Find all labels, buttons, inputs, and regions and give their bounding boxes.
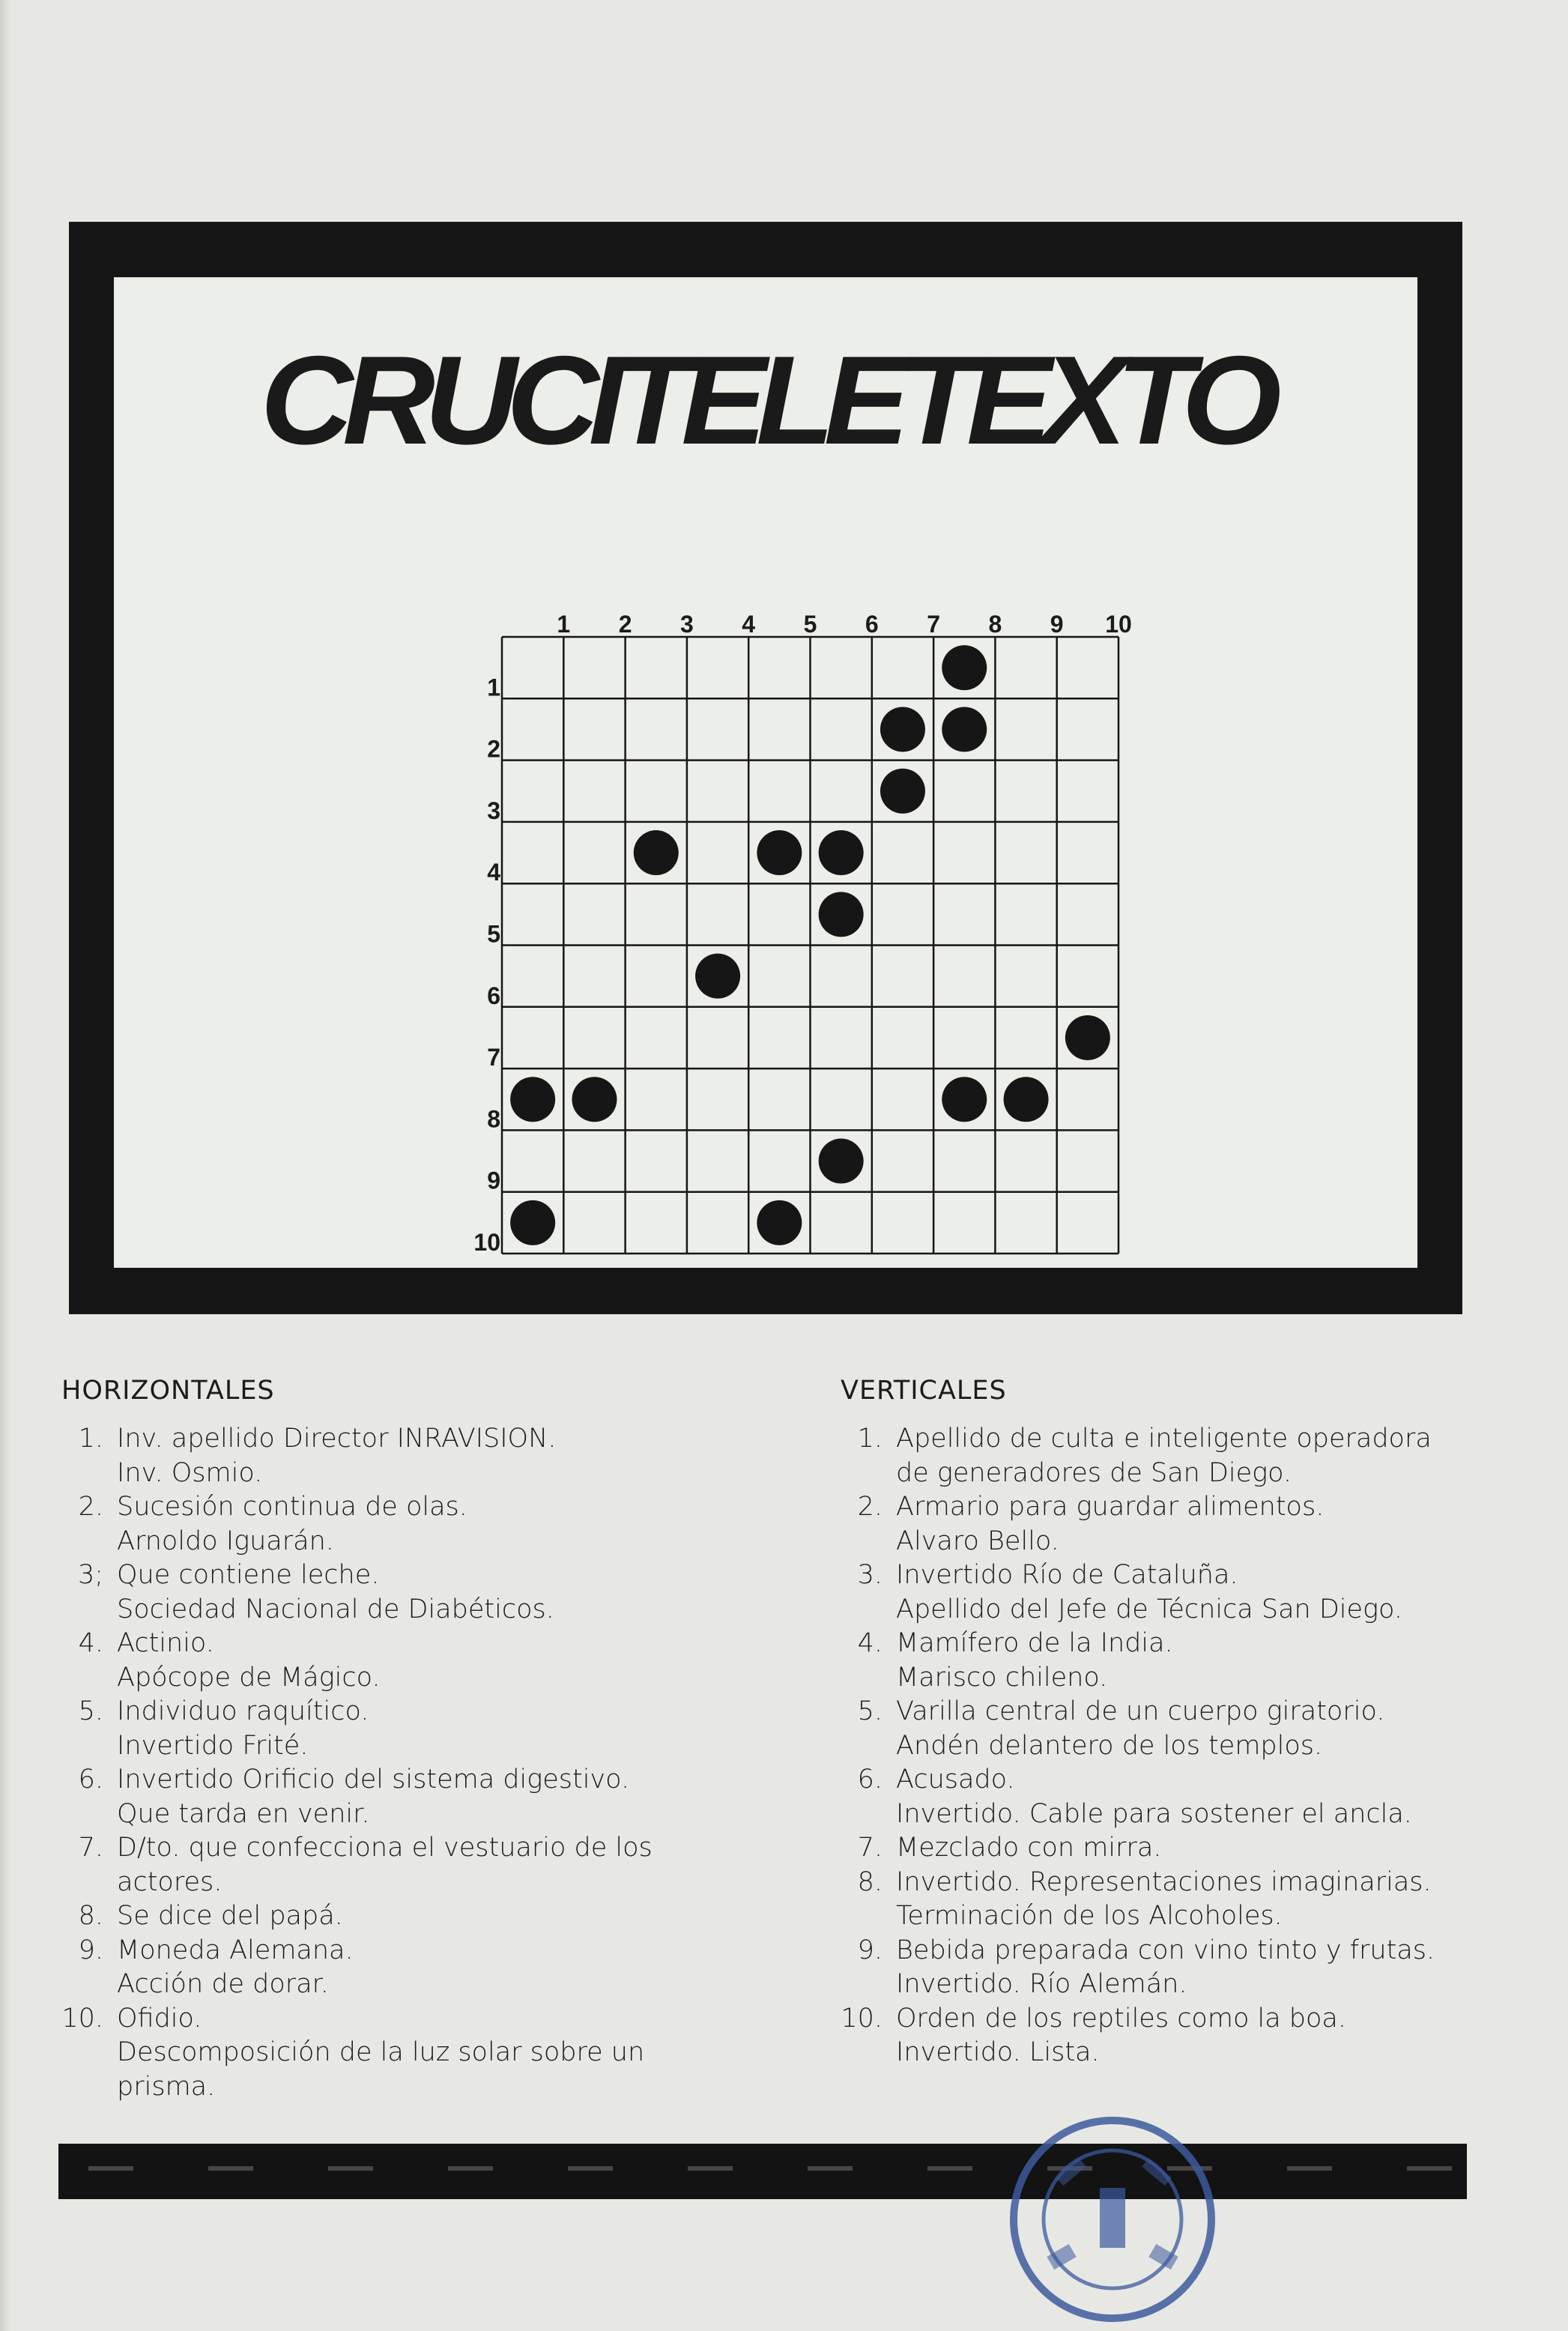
clue-text: Apócope de Mágico.: [117, 1662, 381, 1693]
clue-text: Invertido Frité.: [117, 1730, 309, 1761]
puzzle-panel: [114, 277, 1417, 1268]
column-number-label: 7: [927, 611, 940, 638]
horizontal-clue: [61, 2002, 736, 2105]
blocked-cell-dot: [510, 1077, 555, 1122]
column-number-label: 10: [1105, 611, 1132, 638]
horizontal-clue: [61, 1627, 736, 1695]
row-number-label: 5: [487, 920, 500, 948]
blocked-cell-dot: [1065, 1015, 1110, 1060]
verticales-heading: VERTICALES: [841, 1376, 1007, 1406]
clue-text: Acción de dorar.: [117, 1969, 329, 1999]
clue-number: 2.: [857, 1492, 883, 1522]
verticales-list: [841, 1422, 1530, 2070]
clue-text: Apellido del Jefe de Técnica San Diego.: [896, 1594, 1402, 1624]
blocked-cell-dot: [757, 1200, 802, 1245]
verticales-section: [841, 1376, 1530, 2070]
clue-text: Ofidio.: [117, 2003, 202, 2034]
vertical-clue: [841, 1558, 1530, 1627]
clue-text: Bebida preparada con vino tinto y frutas.: [896, 1935, 1435, 1965]
horizontal-clue: [61, 1422, 736, 1490]
blocked-cell-dot: [1004, 1077, 1049, 1122]
row-number-label: 7: [487, 1044, 500, 1071]
clue-number: 2.: [78, 1492, 103, 1522]
clue-text: Individuo raquítico.: [117, 1696, 369, 1726]
column-number-label: 2: [618, 611, 632, 638]
horizontal-clue: [61, 1558, 736, 1627]
clue-text: Se dice del papá.: [117, 1901, 343, 1931]
blocked-cell-dot: [819, 1139, 864, 1184]
vertical-clue: [841, 1934, 1530, 2002]
row-number-label: 4: [487, 859, 500, 886]
vertical-clue: [841, 1831, 1530, 1866]
clue-text: prisma.: [117, 2071, 216, 2102]
vertical-clue: [841, 1422, 1530, 1490]
clue-text: Sociedad Nacional de Diabéticos.: [117, 1594, 554, 1624]
blocked-cell-dot: [819, 892, 864, 937]
vertical-clue: [841, 1627, 1530, 1695]
clue-text: Actinio.: [117, 1628, 214, 1658]
blocked-cell-dot: [880, 769, 925, 814]
row-number-label: 10: [473, 1229, 500, 1256]
clue-text: Que tarda en venir.: [117, 1798, 370, 1829]
column-number-label: 8: [988, 611, 1002, 638]
bottom-bar: [58, 2144, 1467, 2199]
page-title: CRUCITELETEXTO: [260, 330, 1271, 471]
clue-number: 1.: [857, 1424, 883, 1454]
row-number-label: 8: [487, 1105, 500, 1133]
blocked-cell-dot: [572, 1077, 617, 1122]
column-number-label: 6: [865, 611, 879, 638]
clue-number: 4.: [857, 1628, 883, 1658]
clue-text: Invertido. Lista.: [896, 2037, 1100, 2067]
column-number-label: 5: [803, 611, 817, 638]
row-number-label: 9: [487, 1167, 500, 1194]
column-number-label: 9: [1050, 611, 1064, 638]
column-number-label: 4: [742, 611, 756, 638]
horizontal-clue: [61, 1695, 736, 1763]
clue-number: 5.: [857, 1696, 883, 1726]
clue-text: Inv. Osmio.: [117, 1457, 263, 1488]
blocked-cell-dot: [942, 645, 987, 690]
library-stamp: [1004, 2107, 1221, 2324]
row-number-label: 6: [487, 982, 500, 1009]
clue-text: Inv. apellido Director INRAVISION.: [117, 1424, 557, 1454]
clue-text: Sucesión continua de olas.: [117, 1492, 467, 1522]
vertical-clue: [841, 1763, 1530, 1831]
clue-text: Mamífero de la India.: [896, 1628, 1173, 1658]
clue-number: 7.: [78, 1833, 103, 1863]
horizontal-clue: [61, 1899, 736, 1934]
clue-text: Marisco chileno.: [896, 1662, 1108, 1693]
blocked-cell-dot: [695, 954, 740, 999]
clue-number: 9.: [857, 1935, 883, 1965]
clue-text: Varilla central de un cuerpo giratorio.: [896, 1696, 1385, 1726]
clue-text: Descomposición de la luz solar sobre un: [117, 2037, 645, 2067]
horizontal-clue: [61, 1490, 736, 1558]
clue-number: 6.: [857, 1765, 883, 1795]
clue-text: D/to. que confecciona el vestuario de los: [117, 1833, 653, 1863]
clue-text: Apellido de culta e inteligente operadora: [896, 1424, 1432, 1454]
horizontal-clue: [61, 1934, 736, 2002]
clue-text: Arnoldo Iguarán.: [117, 1526, 334, 1556]
blocked-cell-dot: [510, 1200, 555, 1245]
column-number-label: 3: [680, 611, 694, 638]
clue-text: Terminación de los Alcoholes.: [896, 1901, 1283, 1931]
clue-text: Invertido Río de Cataluña.: [896, 1560, 1238, 1590]
vertical-clue: [841, 2002, 1530, 2070]
clue-text: Mezclado con mirra.: [896, 1833, 1162, 1863]
vertical-clue: [841, 1490, 1530, 1558]
clue-number: 6.: [78, 1765, 103, 1795]
clue-number: 10.: [61, 2003, 103, 2034]
blocked-cell-dot: [880, 707, 925, 752]
clue-number: 1.: [78, 1424, 103, 1454]
clue-number: 8.: [857, 1866, 883, 1897]
clue-number: 7.: [857, 1833, 883, 1863]
blocked-cell-dot: [819, 830, 864, 875]
blocked-cell-dot: [757, 830, 802, 875]
clue-text: actores.: [117, 1866, 223, 1897]
clue-text: Acusado.: [896, 1765, 1015, 1795]
clue-text: Armario para guardar alimentos.: [896, 1492, 1325, 1522]
clue-text: Invertido Orificio del sistema digestivo.: [117, 1765, 630, 1795]
horizontales-list: [61, 1422, 736, 2104]
blocked-cell-dot: [942, 707, 987, 752]
horizontales-heading: HORIZONTALES: [61, 1376, 275, 1406]
clue-number: 3;: [77, 1560, 103, 1590]
clue-number: 10.: [841, 2003, 883, 2034]
row-number-label: 2: [487, 735, 500, 763]
clue-text: de generadores de San Diego.: [896, 1457, 1292, 1488]
bottom-bar-texture: [58, 2166, 1467, 2171]
clue-number: 4.: [78, 1628, 103, 1658]
blocked-cell-dot: [942, 1077, 987, 1122]
vertical-clue: [841, 1866, 1530, 1934]
page-edge: [0, 0, 10, 2331]
puzzle-frame: [69, 222, 1462, 1314]
horizontal-clue: [61, 1763, 736, 1831]
blocked-cell-dot: [634, 830, 679, 875]
row-number-label: 1: [487, 674, 500, 701]
clue-text: Alvaro Bello.: [896, 1526, 1059, 1556]
clue-text: Invertido. Cable para sostener el ancla.: [896, 1798, 1412, 1829]
crossword-grid: [114, 277, 1417, 1268]
clue-text: Que contiene leche.: [117, 1560, 380, 1590]
vertical-clue: [841, 1695, 1530, 1763]
clue-text: Orden de los reptiles como la boa.: [896, 2003, 1346, 2034]
horizontales-section: [61, 1376, 736, 2104]
horizontal-clue: [61, 1831, 736, 1899]
clue-number: 3.: [857, 1560, 883, 1590]
clue-text: Moneda Alemana.: [117, 1935, 354, 1965]
clue-text: Invertido. Representaciones imaginarias.: [896, 1866, 1432, 1897]
column-number-label: 1: [557, 611, 571, 638]
clue-text: Andén delantero de los templos.: [896, 1730, 1323, 1761]
clue-number: 8.: [78, 1901, 103, 1931]
clue-text: Invertido. Río Alemán.: [896, 1969, 1187, 1999]
row-number-label: 3: [487, 796, 500, 824]
clue-number: 5.: [78, 1696, 103, 1726]
clue-number: 9.: [78, 1935, 103, 1965]
